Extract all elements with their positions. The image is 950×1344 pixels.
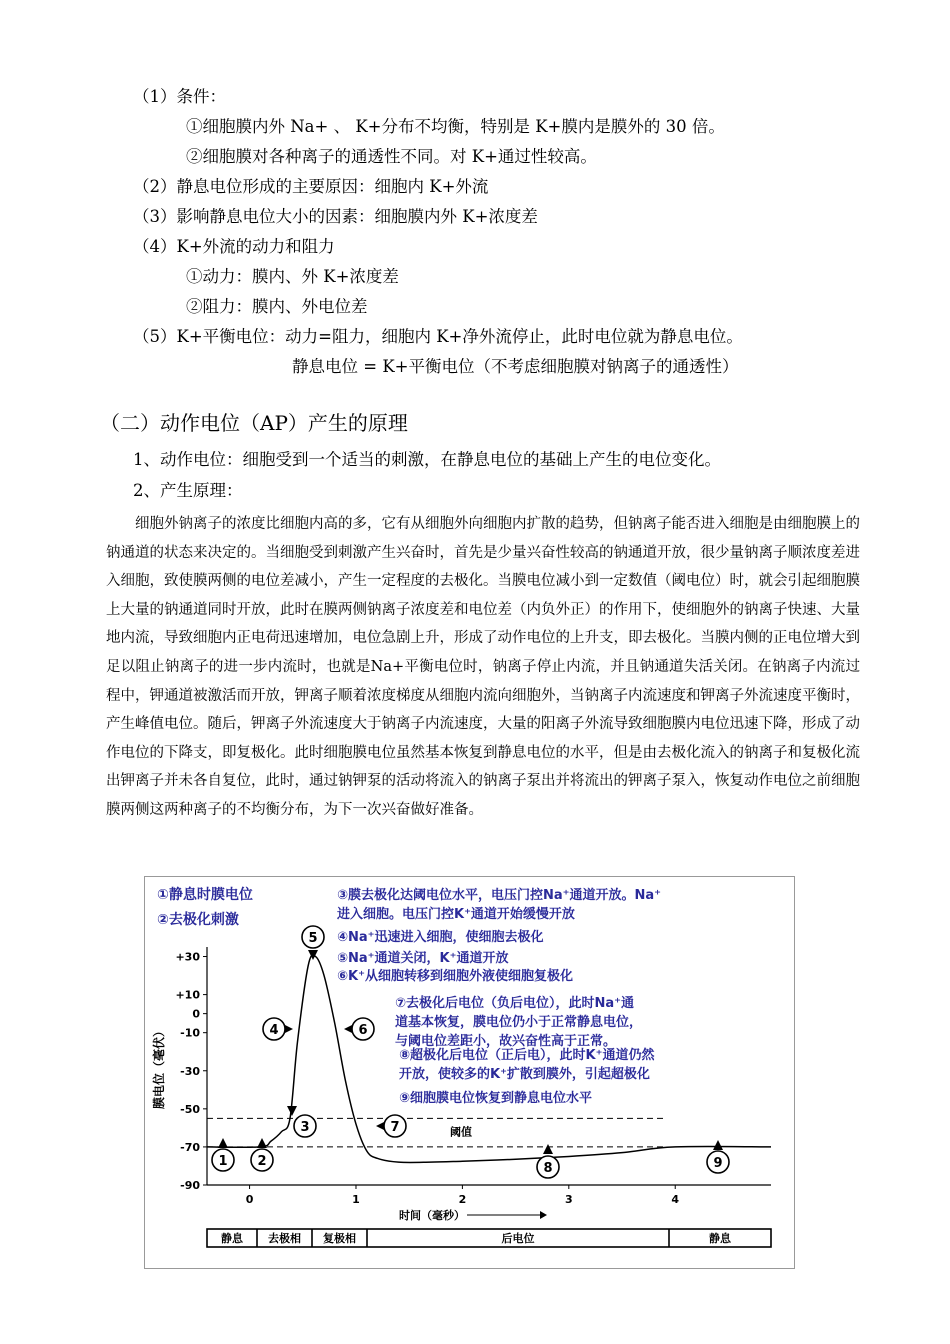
y-axis-label: 膜电位（毫伏） xyxy=(152,1024,166,1110)
note-7a: ⑦去极化后电位（负后电位），此时Na⁺通 xyxy=(395,996,635,1011)
y-tick-label: 0 xyxy=(192,1007,200,1021)
phase-label: 静息 xyxy=(221,1232,243,1245)
x-tick-label: 0 xyxy=(245,1193,254,1206)
y-tick-label: -50 xyxy=(180,1102,200,1116)
main-cause-line: （2）静息电位形成的主要原因：细胞内 K+外流 xyxy=(133,177,489,196)
y-tick-label: -30 xyxy=(180,1064,200,1078)
x-tick-label: 2 xyxy=(458,1193,467,1206)
principle-paragraph: 细胞外钠离子的浓度比细胞内高的多，它有从细胞外向细胞内扩散的趋势，但钠离子能否进入细胞是由细胞膜上的钠通道的状态来决定的。当细胞受到刺激产生兴奋时，首先是少量兴奋性较高的钠通道开放，很少量钠离子顺浓度差进入细胞，致使膜两侧的电位差减小，产生一定程度的去极化。当膜电位减小到一定数值（阈电位）时，就会引起细胞膜上大量的钠通道同时开放，此时在膜两侧钠离子浓度差和电位差（内负外正）的作用下，使细胞外的钠离子快速、大量地内流，导致细胞内正电荷迅速增加，电位急剧上升，形成了动作电位的上升支，即去极化。当膜内侧的正电位增大到足以阻止钠离子的进一步内流时，也就是Na+平衡电位时，钠离子停止内流，并且钠通道失活关闭。在钠离子内流过程中，钾通道被激活而开放，钾离子顺着浓度梯度从细胞内流向细胞外，当钠离子内流速度和钾离子外流速度平衡时，产生峰值电位。随后，钾离子外流速度大于钠离子内流速度，大量的阳离子外流导致细胞膜内电位迅速下降，形成了动作电位的下降支，即复极化。此时细胞膜电位虽然基本恢复到静息电位的水平，但是由去极化流入的钠离子和复极化流出钾离子并未各自复位，此时，通过钠钾泵的活动将流入的钠离子泵出并将流出的钾离子泵入，恢复动作电位之前细胞膜两侧这两种离子的不均衡分布，为下一次兴奋做好准备。 xyxy=(106,516,860,818)
force-heading: （4）K+外流的动力和阻力 xyxy=(133,237,335,256)
x-tick-label: 3 xyxy=(564,1193,573,1206)
equilibrium-line: （5）K+平衡电位：动力=阻力，细胞内 K+净外流停止，此时电位就为静息电位。 xyxy=(133,327,743,346)
marker-label: 6 xyxy=(358,1023,368,1038)
y-tick-label: +30 xyxy=(175,950,200,964)
note-8b: 开放，使较多的K⁺扩散到膜外，引起超极化 xyxy=(399,1067,650,1082)
note-8a: ⑧超极化后电位（正后电），此时K⁺通道仍然 xyxy=(399,1048,655,1063)
principle-heading: 2、产生原理： xyxy=(133,481,243,500)
marker-label: 2 xyxy=(257,1154,267,1169)
note-4: ④Na⁺迅速进入细胞，使细胞去极化 xyxy=(337,930,544,945)
marker-label: 3 xyxy=(300,1120,310,1135)
x-tick-label: 4 xyxy=(671,1193,680,1206)
marker-label: 9 xyxy=(713,1156,723,1171)
marker-label: 7 xyxy=(390,1120,400,1135)
phase-label: 后电位 xyxy=(501,1232,535,1245)
note-7b: 道基本恢复，膜电位仍小于正常静息电位， xyxy=(395,1015,643,1030)
y-tick-label: -90 xyxy=(180,1179,200,1192)
y-tick-label: +10 xyxy=(175,988,200,1002)
note-5: ⑤Na⁺通道关闭，K⁺通道开放 xyxy=(337,951,509,966)
y-tick-label: -10 xyxy=(180,1026,200,1040)
threshold-label: 阈值 xyxy=(450,1125,472,1139)
action-potential-chart xyxy=(145,877,794,1268)
phase-label: 静息 xyxy=(709,1232,731,1245)
note-3a: ③膜去极化达阈电位水平，电压门控Na⁺通道开放。Na⁺ xyxy=(337,888,662,903)
phase-label: 复极相 xyxy=(323,1232,356,1245)
note-3b: 进入细胞。电压门控K⁺通道开始缓慢开放 xyxy=(337,907,575,922)
ap-definition: 1、动作电位：细胞受到一个适当的刺激，在静息电位的基础上产生的电位变化。 xyxy=(133,450,721,469)
marker-label: 4 xyxy=(269,1023,279,1038)
x-axis-arrow-head xyxy=(540,1211,547,1219)
marker-label: 8 xyxy=(543,1161,553,1176)
equilibrium-note: 静息电位 = K+平衡电位（不考虑细胞膜对钠离子的通透性） xyxy=(292,357,739,376)
factor-line: （3）影响静息电位大小的因素：细胞膜内外 K+浓度差 xyxy=(133,207,538,226)
condition-item-1: ①细胞膜内外 Na+ 、 K+分布不均衡，特别是 K+膜内是膜外的 30 倍。 xyxy=(186,117,725,136)
action-potential-figure xyxy=(144,876,795,1269)
marker-pointer xyxy=(218,1138,228,1148)
note-left-1: ①静息时膜电位 xyxy=(157,887,253,903)
phase-label: 去极相 xyxy=(268,1232,301,1245)
note-left-2: ②去极化刺激 xyxy=(157,912,239,928)
x-axis-label: 时间（毫秒） xyxy=(399,1209,465,1222)
marker-pointer xyxy=(713,1140,723,1150)
condition-heading: （1）条件： xyxy=(133,87,226,106)
condition-item-2: ②细胞膜对各种离子的通透性不同。对 K+通过性较高。 xyxy=(186,147,597,166)
note-9: ⑨细胞膜电位恢复到静息电位水平 xyxy=(399,1091,593,1106)
y-tick-label: -70 xyxy=(180,1140,200,1154)
note-7c: 与阈电位差距小，故兴奋性高于正常。 xyxy=(395,1034,617,1049)
marker-pointer xyxy=(257,1138,267,1148)
section-heading: （二）动作电位（AP）产生的原理 xyxy=(100,411,408,435)
force-item-1: ①动力：膜内、外 K+浓度差 xyxy=(186,267,399,286)
marker-label: 5 xyxy=(308,931,318,946)
marker-pointer xyxy=(543,1144,553,1154)
note-6: ⑥K⁺从细胞转移到细胞外液使细胞复极化 xyxy=(337,969,573,984)
marker-label: 1 xyxy=(218,1154,228,1169)
force-item-2: ②阻力：膜内、外电位差 xyxy=(186,297,368,316)
x-tick-label: 1 xyxy=(352,1193,360,1206)
marker-pointer xyxy=(287,1106,297,1116)
